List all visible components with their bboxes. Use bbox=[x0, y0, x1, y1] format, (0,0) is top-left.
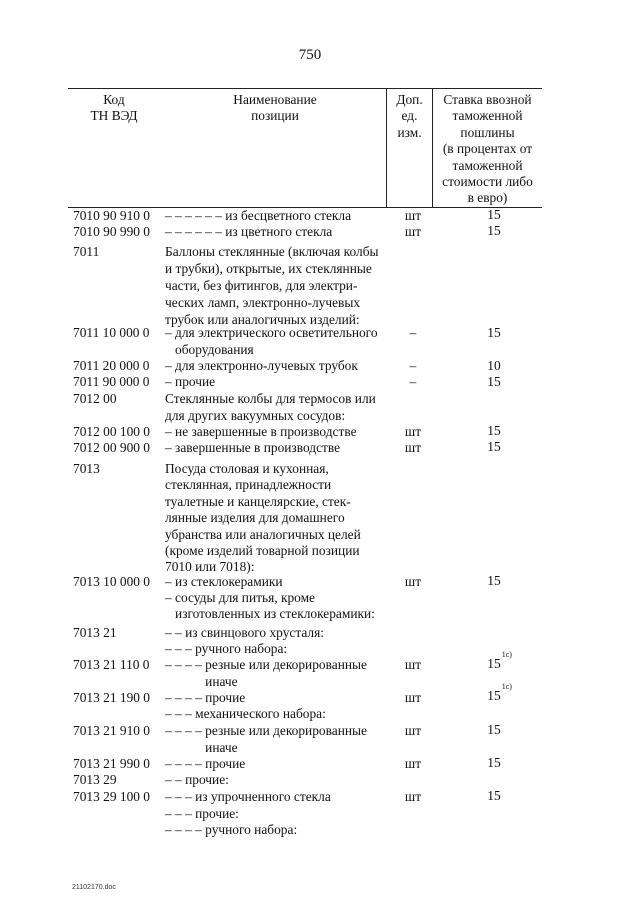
table-top-rule bbox=[68, 88, 542, 89]
duty-rate: 15 bbox=[487, 439, 501, 454]
duty-rate bbox=[450, 682, 538, 704]
duty-rate: 15 bbox=[487, 207, 501, 222]
header-code-line1: Код bbox=[103, 92, 125, 107]
duty-rate: 15 bbox=[487, 423, 501, 438]
unit: – bbox=[409, 358, 417, 373]
item-description: – для электронно-лучевых трубок bbox=[165, 358, 358, 373]
tariff-code: 7013 21 110 0 bbox=[73, 657, 150, 672]
item-description: трубок или аналогичных изделий: bbox=[165, 312, 360, 327]
item-description: – – прочие: bbox=[165, 772, 229, 787]
footnote-mark: 1с) bbox=[501, 650, 512, 659]
item-description: – прочие bbox=[165, 374, 216, 389]
tariff-code: 7012 00 900 0 bbox=[73, 440, 150, 455]
tariff-code: 7011 bbox=[73, 244, 100, 259]
item-description: – – – ручного набора: bbox=[165, 641, 288, 656]
duty-rate bbox=[450, 650, 538, 672]
tariff-code: 7012 00 100 0 bbox=[73, 424, 150, 439]
item-description: туалетные и канцелярские, стек- bbox=[165, 494, 351, 509]
unit: шт bbox=[404, 723, 422, 738]
header-rate-line: пошлины bbox=[460, 124, 515, 140]
tariff-code: 7013 21 910 0 bbox=[73, 723, 150, 738]
header-rate-line: в евро) bbox=[467, 190, 508, 206]
duty-rate-value: 15 bbox=[487, 656, 501, 671]
header-name-line2: позиции bbox=[251, 108, 299, 124]
item-description: – – – механического набора: bbox=[165, 706, 326, 721]
header-unit-line2: ед. bbox=[401, 108, 418, 124]
item-description: убранства или аналогичных целей bbox=[165, 527, 361, 542]
unit: – bbox=[409, 374, 417, 389]
item-description: – завершенные в производстве bbox=[165, 440, 341, 455]
item-description: – – – – ручного набора: bbox=[165, 822, 298, 837]
item-description: изготовленных из стеклокерамики: bbox=[165, 606, 375, 621]
item-description: – не завершенные в производстве bbox=[165, 424, 357, 439]
header-name-line1: Наименование bbox=[233, 92, 317, 107]
header-rate-line: Ставка ввозной bbox=[443, 92, 532, 107]
duty-rate: 10 bbox=[487, 358, 501, 373]
item-description: – для электрического осветительного bbox=[165, 325, 378, 340]
header-code bbox=[68, 92, 160, 125]
tariff-code: 7013 bbox=[73, 461, 100, 476]
item-description: лянные изделия для домашнего bbox=[165, 510, 345, 525]
tariff-code: 7013 21 990 0 bbox=[73, 756, 150, 771]
item-description: Посуда столовая и кухонная, bbox=[165, 461, 329, 476]
item-description: – – – – прочие bbox=[165, 756, 246, 771]
unit: шт bbox=[404, 657, 422, 672]
header-unit-line3: изм. bbox=[397, 124, 422, 140]
unit: – bbox=[409, 325, 417, 340]
tariff-code: 7013 29 bbox=[73, 772, 117, 787]
tariff-code: 7013 10 000 0 bbox=[73, 574, 150, 589]
unit: шт bbox=[404, 208, 422, 223]
tariff-code: 7013 21 bbox=[73, 625, 117, 640]
item-description: оборудования bbox=[165, 342, 254, 357]
document-filename: 21102170.doc bbox=[72, 884, 116, 891]
header-unit bbox=[387, 92, 432, 141]
item-description: – – – прочие: bbox=[165, 806, 239, 821]
item-description: – из стеклокерамики bbox=[165, 574, 283, 589]
item-description: (кроме изделий товарной позиции bbox=[165, 543, 360, 558]
item-description: – – – – – – из бесцветного стекла bbox=[165, 208, 352, 223]
header-name bbox=[165, 92, 385, 125]
item-description: иначе bbox=[165, 740, 238, 755]
tariff-code: 7013 29 100 0 bbox=[73, 789, 150, 804]
duty-rate-value: 15 bbox=[487, 688, 501, 703]
item-description: – – – – – – из цветного стекла bbox=[165, 224, 333, 239]
header-code-line2: ТН ВЭД bbox=[90, 108, 138, 124]
item-description: – сосуды для питья, кроме bbox=[165, 590, 315, 605]
duty-rate: 15 bbox=[487, 755, 501, 770]
tariff-code: 7010 90 910 0 bbox=[73, 208, 150, 223]
duty-rate: 15 bbox=[487, 325, 501, 340]
unit: шт bbox=[404, 424, 422, 439]
item-description: Баллоны стеклянные (включая колбы bbox=[165, 244, 379, 259]
header-rate-line: (в процентах от bbox=[442, 141, 533, 157]
item-description: – – из свинцового хрусталя: bbox=[165, 625, 324, 640]
tariff-code: 7010 90 990 0 bbox=[73, 224, 150, 239]
header-rate-line: стоимости либо bbox=[442, 174, 533, 190]
item-description: для других вакуумных сосудов: bbox=[165, 408, 346, 423]
item-description: – – – из упрочненного стекла bbox=[165, 789, 331, 804]
item-description: 7010 или 7018): bbox=[165, 559, 255, 574]
tariff-code: 7012 00 bbox=[73, 391, 117, 406]
duty-rate: 15 bbox=[487, 722, 501, 737]
footnote-mark: 1с) bbox=[501, 682, 512, 691]
unit: шт bbox=[404, 224, 422, 239]
duty-rate: 15 bbox=[487, 223, 501, 238]
unit: шт bbox=[404, 756, 422, 771]
unit: шт bbox=[404, 789, 422, 804]
item-description: – – – – резные или декорированные bbox=[165, 723, 367, 738]
tariff-code: 7013 21 190 0 bbox=[73, 690, 150, 705]
header-unit-line1: Доп. bbox=[396, 92, 423, 107]
page-number: 750 bbox=[298, 47, 322, 63]
duty-rate: 15 bbox=[487, 374, 501, 389]
item-description: стеклянная, принадлежности bbox=[165, 477, 332, 492]
tariff-code: 7011 10 000 0 bbox=[73, 325, 150, 340]
item-description: иначе bbox=[165, 674, 238, 689]
unit: шт bbox=[404, 690, 422, 705]
item-description: части, без фитингов, для электри- bbox=[165, 278, 358, 293]
item-description: ческих ламп, электронно-лучевых bbox=[165, 295, 361, 310]
header-rate-line: таможенной bbox=[452, 157, 523, 173]
unit: шт bbox=[404, 574, 422, 589]
header-rate-line: таможенной bbox=[452, 108, 523, 124]
item-description: – – – – резные или декорированные bbox=[165, 657, 367, 672]
duty-rate: 15 bbox=[487, 573, 501, 588]
unit: шт bbox=[404, 440, 422, 455]
tariff-code: 7011 20 000 0 bbox=[73, 358, 150, 373]
duty-rate: 15 bbox=[487, 788, 501, 803]
header-rate bbox=[433, 92, 542, 207]
item-description: – – – – прочие bbox=[165, 690, 246, 705]
item-description: и трубки), открытые, их стеклянные bbox=[165, 261, 372, 276]
tariff-code: 7011 90 000 0 bbox=[73, 374, 150, 389]
item-description: Стеклянные колбы для термосов или bbox=[165, 391, 376, 406]
